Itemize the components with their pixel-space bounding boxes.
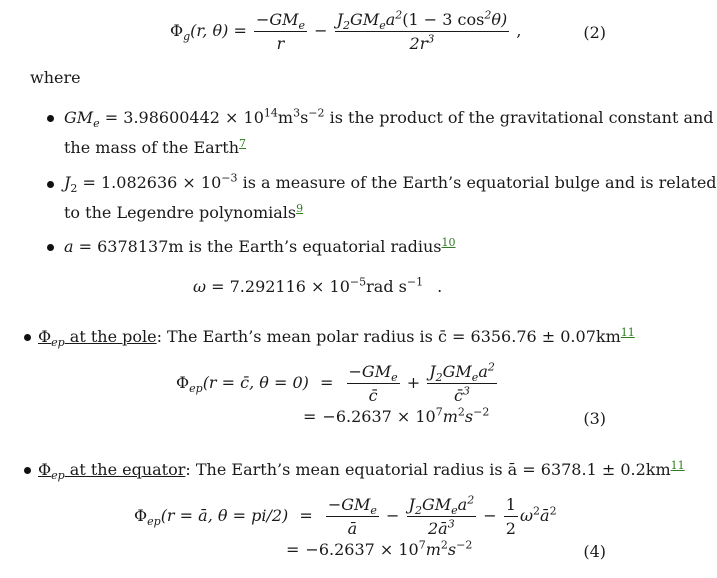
bullet-gme-line1: $GM_e = 3.98600442 \times 10^{14}m^3s^{-2}$ is the product of the gravitational constant and	[64, 106, 714, 131]
equator-heading: $\Phi_{ep}$ at the equator	[38, 460, 186, 483]
eq2-minus: −	[314, 21, 328, 40]
eq3-fraction-1: $\frac{-GM_e}{c̄}$	[348, 362, 398, 405]
eq4-fraction-3: $\frac{1}{2}$	[505, 495, 516, 538]
eq4-fraction-1: $\frac{-GM_e}{ā}$	[327, 495, 377, 538]
equation-4-line2: = $-6.2637 \times 10^7m^2s^{-2}$	[286, 538, 473, 559]
footnote-link[interactable]: 10	[441, 236, 456, 249]
equation-3-line2: = $-6.2637 \times 10^7m^2s^{-2}$	[303, 405, 490, 426]
eq4-fraction-2: $\frac{J_2GM_ea^2}{2ā^3}$	[408, 493, 475, 538]
equation-4-line1: $\Phi_{ep}(r$ = ā, θ = pi/2) = $\frac{-GM_e}{ā}$ − $\frac{J_2GM_ea^2}{2ā^3}$ − $\frac{1}{2}$ $\omega^2ā^2$	[134, 493, 557, 538]
footnote-link[interactable]: 11	[670, 459, 685, 472]
bullet-dot	[47, 115, 54, 122]
footnote-link[interactable]: 11	[620, 326, 635, 339]
pole-line: $\Phi_{ep}$ at the pole: The Earth’s mean polar radius is c̄ = 6356.76 ± 0.07km$^{11}$	[38, 326, 635, 350]
equator-line: $\Phi_{ep}$ at the equator: The Earth’s mean equatorial radius is ā = 6378.1 ± 0.2km$^{11}$	[38, 459, 685, 483]
bullet-dot	[47, 181, 54, 188]
equation-number-2: (2)	[583, 23, 606, 42]
equation-3-line1: $\Phi_{ep}(r$ = c̄, θ = 0) = $\frac{-GM_e}{c̄}$ + $\frac{J_2GM_ea^2}{c̄^3}$	[176, 360, 495, 405]
bullet-j2-line2: to the Legendre polynomials$^9$	[64, 202, 304, 222]
bullet-j2-line1: $J_2 = 1.082636 \times 10^{-3}$ is a measure of the Earth’s equatorial bulge and is related	[64, 171, 717, 196]
equation-number-3: (3)	[583, 409, 606, 428]
footnote-link[interactable]: 9	[296, 202, 304, 215]
bullet-dot	[24, 467, 31, 474]
equation-2: $\Phi_g(r$, θ) = $\frac{-GM_e}{r}$ − $\frac{J_2GM_ea^2(1 - 3 \cos^2\theta)}{2r^3}$ ,	[170, 8, 522, 53]
eq2-lhs: $\Phi_g(r$, θ) =	[170, 21, 247, 44]
eq2-fraction-2: $\frac{J_2GM_ea^2(1 - 3 \cos^2\theta)}{2r^3}$	[336, 8, 508, 53]
bullet-gme-line2: the mass of the Earth$^7$	[64, 137, 247, 157]
eq2-fraction-1: $\frac{-GM_e}{r}$	[255, 10, 306, 53]
eq3-fraction-2: $\frac{J_2GM_ea^2}{c̄^3}$	[429, 360, 495, 405]
bullet-dot	[47, 244, 54, 251]
footnote-link[interactable]: 7	[239, 137, 247, 150]
pole-heading: $\Phi_{ep}$ at the pole	[38, 327, 157, 350]
where-text: where	[30, 68, 81, 87]
equation-number-4: (4)	[583, 542, 606, 561]
bullet-dot	[24, 334, 31, 341]
bullet-a-line: a = 6378137m is the Earth’s equatorial radius$^{10}$	[64, 236, 456, 256]
omega-equation: $\omega = 7.292116 \times 10^{-5}rad$ $s^{-1}$ .	[193, 275, 443, 296]
